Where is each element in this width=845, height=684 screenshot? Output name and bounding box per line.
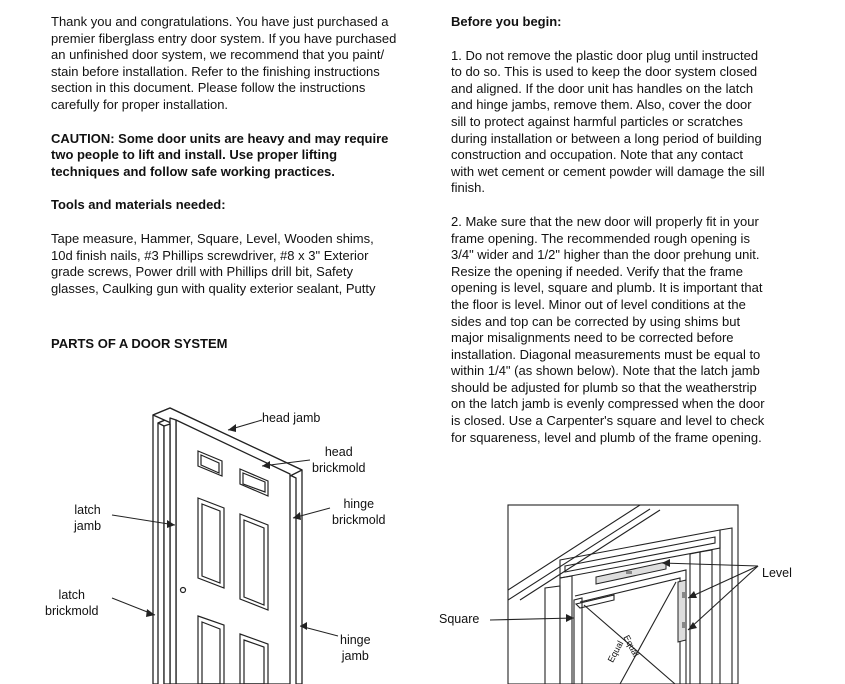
label-square: Square — [439, 612, 480, 626]
label-head-brickmold: head brickmold — [312, 445, 366, 475]
label-latch-jamb: latch jamb — [74, 503, 102, 533]
label-hinge-brickmold: hinge brickmold — [332, 497, 386, 527]
step-2: 2. Make sure that the new door will properly fit in your frame opening. The recommended rough opening is 3/4" wider and 1/2" higher than the door prehung unit. Resize the opening if needed. Verify that the frame opening is level, square and plumb. It is important that the floor is level. Minor out of level conditions at the sides and top can be corrected by using shims but major misalignments need to be corrected before installation. Diagonal measurements must be equal to within 1/4" (as shown below). Note that the latch jamb should be adjusted for plumb so that the weatherstrip on the latch jamb is evenly compressed when the door is closed. Use a Carpenter's square and level to check for squareness, level and plumb of the frame opening. — [451, 213, 765, 445]
label-equal-1: Equal — [605, 639, 626, 665]
intro-paragraph: Thank you and congratulations. You have just purchased a premier fiberglass entry door system. If you have purchased an unfinished door system, we recommend that you paint/ stain before installation. Refer to the finishing instructions section in this document. Please follow the instructions carefully for proper installation. — [51, 14, 397, 112]
label-equal-2: Equal — [621, 633, 642, 659]
label-head-jamb: head jamb — [262, 411, 321, 425]
parts-heading: PARTS OF A DOOR SYSTEM — [51, 336, 228, 351]
label-level: Level — [762, 566, 792, 580]
tools-heading: Tools and materials needed: — [51, 197, 226, 213]
caution-paragraph: CAUTION: Some door units are heavy and may require two people to lift and install. Use proper lifting techniques and follow safe working practices. — [51, 130, 389, 179]
label-hinge-jamb: hinge jamb — [340, 633, 371, 663]
label-latch-brickmold: latch brickmold — [45, 588, 99, 618]
step-1: 1. Do not remove the plastic door plug until instructed to do so. This is used to keep the door system closed and aligned. If the door unit has handles on the latch and hinge jambs, remove them. Also, cover the door sill to protect against harmful particles or scratches during installation or between a long period of building construction and occupation. Note that any contact with wet cement or cement powder will damage the sill finish. — [451, 47, 765, 196]
tools-list: Tape measure, Hammer, Square, Level, Wooden shims, 10d finish nails, #3 Phillips screwdriver, #8 x 3" Exterior grade screws, Power drill with Phillips drill bit, Safety glasses, Caulking gun with quality exterior sealant, Putty — [51, 230, 376, 296]
before-heading: Before you begin: — [451, 14, 562, 29]
